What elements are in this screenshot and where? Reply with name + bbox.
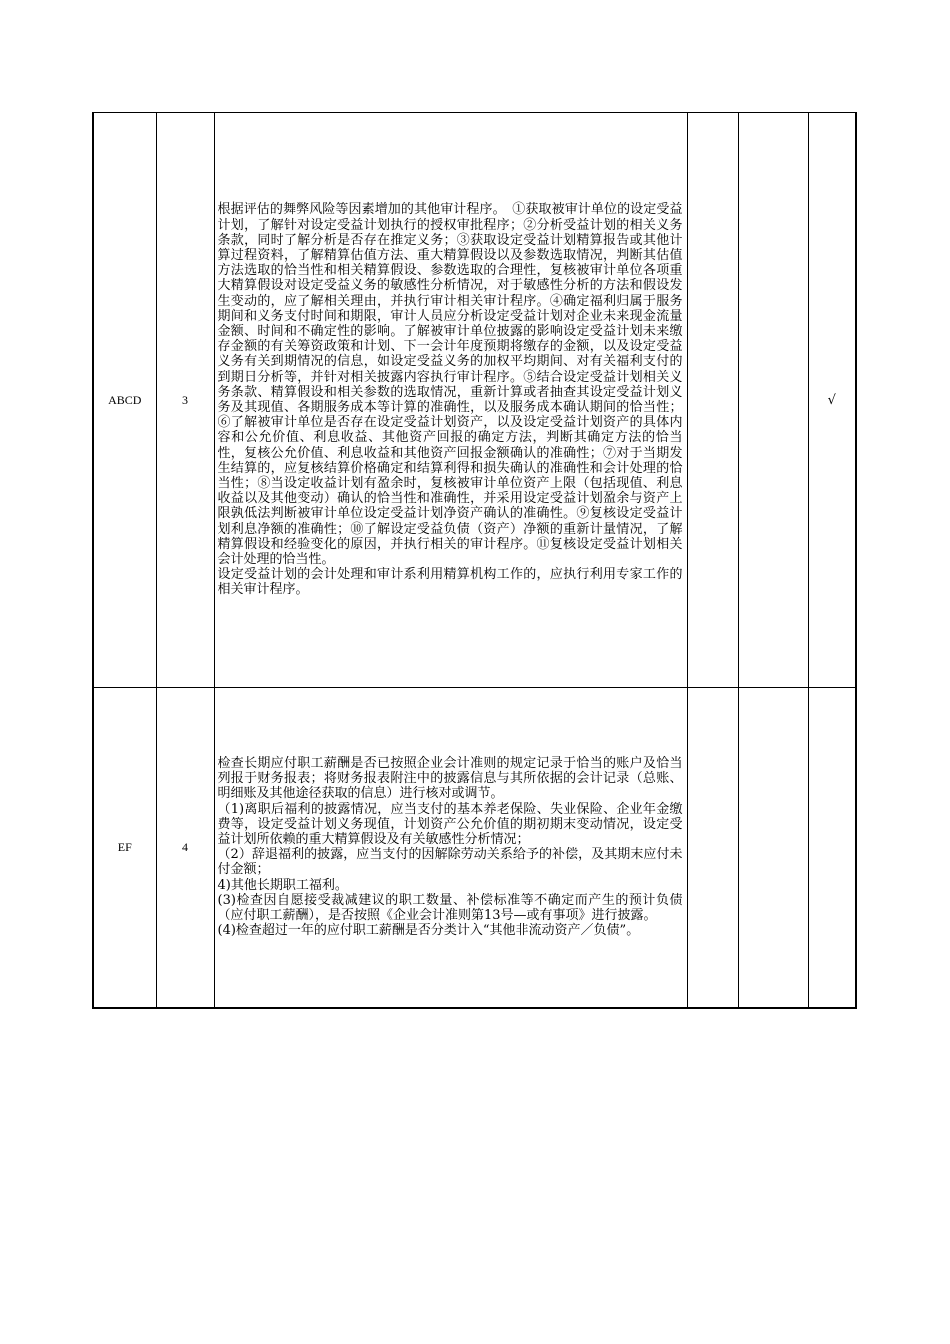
table-row — [93, 113, 856, 688]
blank-cell-b — [738, 688, 808, 1008]
procedure-paragraph: 根据评估的舞弊风险等因素增加的其他审计程序。 ①获取被审计单位的设定受益计划，了解针对设定受益计划执行的授权审批程序；②分析受益计划的相关义务条款，同时了解分析是否存在推定义务；③获取设定受益计划精算报告或其他计算过程资料，了解精算估值方法、重大精算假设以及参数选取情况，判断其估值方法选取的恰当性和相关精算假设、参数选取的合理性，复核被审计单位各项重大精算假设对设定受益义务的敏感性分析情况，对于敏感性分析的方法和假设发生变动的，应了解相关理由，并执行审计相关审计程序。④确定福利归属于服务期间和义务支付时间和期限，审计人员应分析设定受益计划对企业未来现金流量金额、时间和不确定性的影响。了解被审计单位披露的影响设定受益计划未来缴存金额的有关筹资政策和计划、下一会计年度预期将缴存的金额，以及设定受益义务有关到期情况的信息，如设定受益义务的加权平均期间、对有关福利支付的到期日分析等，并针对相关披露内容执行审计程序。⑤结合设定受益计划相关义务条款、精算假设和相关参数的选取情况，重新计算或者抽查其设定受益计划义务及其现值、各期服务成本等计算的准确性，以及服务成本确认期间的恰当性；⑥了解被审计单位是否存在设定受益计划资产，以及设定受益计划资产的具体内容和公允价值、利息收益、其他资产回报的确定方法，判断其确定方法的恰当性，复核公允价值、利息收益和其他资产回报金额确认的准确性；⑦对于当期发生结算的，应复核结算价格确定和结算利得和损失确认的准确性和会计处理的恰当性；⑧当设定收益计划有盈余时，复核被审计单位资产上限（包括现值、利息收益以及其他变动）确认的恰当性和准确性，并采用设定受益计划盈余与资产上限孰低法判断被审计单位设定受益计划净资产确认的准确性。⑨复核设定受益计划利息净额的准确性；⑩了解设定受益负债（资产）净额的重新计量情况，了解精算假设和经验变化的原因，并执行相关的审计程序。⑪复核设定受益计划相关会计处理的恰当性。 — [217, 202, 683, 568]
checkmark-cell: √ — [808, 113, 856, 688]
procedure-paragraph: 设定受益计划的会计处理和审计系利用精算机构工作的，应执行利用专家工作的相关审计程序。 — [217, 567, 683, 598]
procedure-paragraph: （1)离职后福利的披露情况，应当支付的基本养老保险、失业保险、企业年金缴费等，设定受益计划义务现值，计划资产公允价值的期初期末变动情况，设定受益计划所依赖的重大精算假设及有关敏感性分析情况； — [217, 801, 683, 848]
procedure-paragraph: 检查长期应付职工薪酬是否已按照企业会计准则的规定记录于恰当的账户及恰当列报于财务报表；将财务报表附注中的披露信息与其所依据的会计记录（总账、明细账及其他途径获取的信息）进行核对或调节。 — [217, 756, 683, 802]
procedure-number-cell: 3 — [156, 113, 214, 688]
assertion-code-cell: EF — [93, 688, 156, 1008]
procedure-paragraph: 4)其他长期职工福利。 — [217, 877, 348, 893]
checkmark-cell — [808, 688, 856, 1008]
table-row — [93, 688, 856, 1008]
blank-cell-a — [687, 688, 738, 1008]
assertion-code-cell: ABCD — [93, 113, 156, 688]
procedure-description-cell — [214, 113, 687, 688]
procedure-paragraph: (3)检查因自愿接受裁减建议的职工数量、补偿标准等不确定而产生的预计负债（应付职工薪酬），是否按照《企业会计准则第13号—或有事项》进行披露。 — [217, 892, 683, 924]
procedure-paragraph: (4)检查超过一年的应付职工薪酬是否分类计入“其他非流动资产／负债”。 — [217, 923, 640, 939]
procedure-paragraph: （2）辞退福利的披露，应当支付的因解除劳动关系给予的补偿，及其期末应付未付金额； — [217, 847, 683, 878]
audit-procedure-table — [92, 112, 857, 1009]
blank-cell-a — [687, 113, 738, 688]
procedure-number-cell: 4 — [156, 688, 214, 1008]
procedure-description-cell — [214, 688, 687, 1008]
blank-cell-b — [738, 113, 808, 688]
